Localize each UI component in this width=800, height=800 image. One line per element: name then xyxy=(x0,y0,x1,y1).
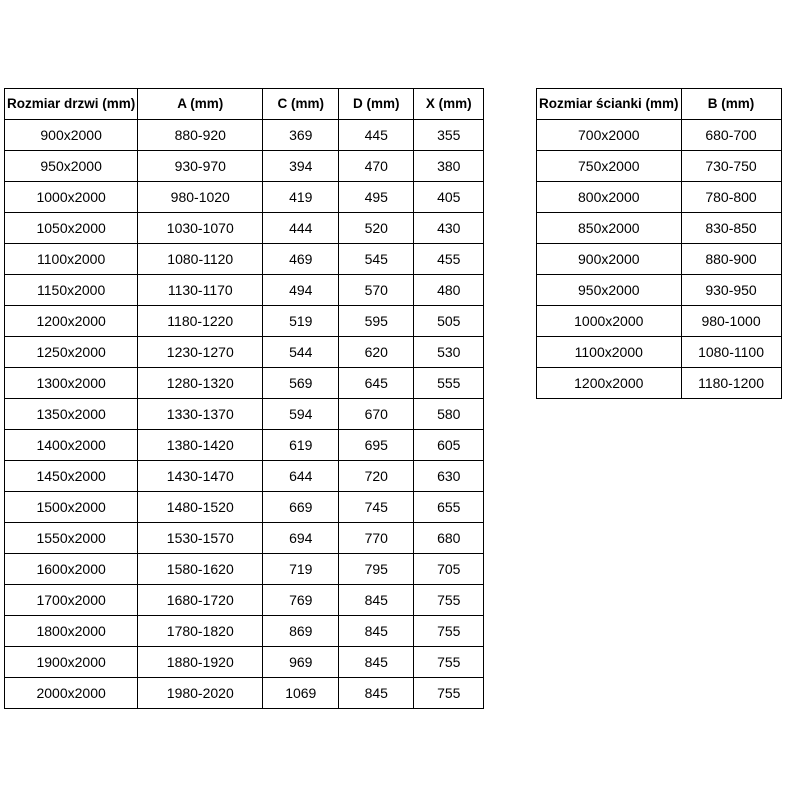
table-cell: 545 xyxy=(339,244,414,275)
table-cell: 1880-1920 xyxy=(138,647,263,678)
door-table-row xyxy=(5,151,484,182)
table-cell: 1700x2000 xyxy=(5,585,138,616)
table-cell: 569 xyxy=(263,368,339,399)
table-cell: 1480-1520 xyxy=(138,492,263,523)
table-cell: 369 xyxy=(263,120,339,151)
table-cell: 1300x2000 xyxy=(5,368,138,399)
table-cell: 969 xyxy=(263,647,339,678)
wall-col-header-size: Rozmiar ścianki (mm) xyxy=(537,89,682,120)
wall-table-row xyxy=(537,368,782,399)
table-cell: 930-970 xyxy=(138,151,263,182)
door-table-row xyxy=(5,647,484,678)
table-cell: 1050x2000 xyxy=(5,213,138,244)
table-cell: 430 xyxy=(414,213,484,244)
table-cell: 1130-1170 xyxy=(138,275,263,306)
table-cell: 1330-1370 xyxy=(138,399,263,430)
table-cell: 544 xyxy=(263,337,339,368)
door-col-header-x: X (mm) xyxy=(414,89,484,120)
table-cell: 394 xyxy=(263,151,339,182)
table-cell: 594 xyxy=(263,399,339,430)
table-cell: 519 xyxy=(263,306,339,337)
door-table-body xyxy=(5,120,484,709)
door-table-row xyxy=(5,399,484,430)
table-cell: 980-1020 xyxy=(138,182,263,213)
table-cell: 2000x2000 xyxy=(5,678,138,709)
table-cell: 619 xyxy=(263,430,339,461)
wall-col-header-b: B (mm) xyxy=(681,89,781,120)
table-cell: 495 xyxy=(339,182,414,213)
door-table-row xyxy=(5,430,484,461)
table-cell: 950x2000 xyxy=(5,151,138,182)
door-col-header-d: D (mm) xyxy=(339,89,414,120)
table-cell: 695 xyxy=(339,430,414,461)
table-cell: 570 xyxy=(339,275,414,306)
table-cell: 719 xyxy=(263,554,339,585)
door-table-row xyxy=(5,523,484,554)
table-cell: 950x2000 xyxy=(537,275,682,306)
table-cell: 845 xyxy=(339,585,414,616)
table-cell: 505 xyxy=(414,306,484,337)
door-table-row xyxy=(5,337,484,368)
table-cell: 1530-1570 xyxy=(138,523,263,554)
table-cell: 1900x2000 xyxy=(5,647,138,678)
table-cell: 444 xyxy=(263,213,339,244)
table-cell: 750x2000 xyxy=(537,151,682,182)
table-cell: 730-750 xyxy=(681,151,781,182)
table-cell: 655 xyxy=(414,492,484,523)
table-cell: 620 xyxy=(339,337,414,368)
table-cell: 1150x2000 xyxy=(5,275,138,306)
table-cell: 445 xyxy=(339,120,414,151)
table-cell: 869 xyxy=(263,616,339,647)
wall-table-row xyxy=(537,120,782,151)
table-cell: 795 xyxy=(339,554,414,585)
table-cell: 1380-1420 xyxy=(138,430,263,461)
door-table-row xyxy=(5,492,484,523)
table-cell: 1350x2000 xyxy=(5,399,138,430)
table-cell: 595 xyxy=(339,306,414,337)
table-cell: 1280-1320 xyxy=(138,368,263,399)
door-col-header-a: A (mm) xyxy=(138,89,263,120)
table-cell: 670 xyxy=(339,399,414,430)
table-cell: 455 xyxy=(414,244,484,275)
table-cell: 419 xyxy=(263,182,339,213)
table-cell: 720 xyxy=(339,461,414,492)
table-cell: 745 xyxy=(339,492,414,523)
table-cell: 1980-2020 xyxy=(138,678,263,709)
table-cell: 1100x2000 xyxy=(537,337,682,368)
table-cell: 1800x2000 xyxy=(5,616,138,647)
table-cell: 680 xyxy=(414,523,484,554)
table-cell: 1780-1820 xyxy=(138,616,263,647)
table-cell: 770 xyxy=(339,523,414,554)
table-cell: 1600x2000 xyxy=(5,554,138,585)
table-cell: 1080-1120 xyxy=(138,244,263,275)
wall-table-row xyxy=(537,337,782,368)
wall-table-body xyxy=(537,120,782,399)
table-cell: 880-920 xyxy=(138,120,263,151)
wall-table-row xyxy=(537,275,782,306)
table-cell: 700x2000 xyxy=(537,120,682,151)
door-table-row xyxy=(5,182,484,213)
table-cell: 800x2000 xyxy=(537,182,682,213)
table-cell: 580 xyxy=(414,399,484,430)
table-cell: 845 xyxy=(339,678,414,709)
table-cell: 644 xyxy=(263,461,339,492)
table-cell: 1200x2000 xyxy=(5,306,138,337)
wall-table-header-row xyxy=(537,89,782,120)
table-cell: 380 xyxy=(414,151,484,182)
table-cell: 980-1000 xyxy=(681,306,781,337)
door-table-row xyxy=(5,554,484,585)
door-col-header-c: C (mm) xyxy=(263,89,339,120)
table-cell: 755 xyxy=(414,678,484,709)
table-cell: 1180-1220 xyxy=(138,306,263,337)
table-cell: 470 xyxy=(339,151,414,182)
table-cell: 694 xyxy=(263,523,339,554)
door-size-table xyxy=(4,88,484,709)
wall-table-row xyxy=(537,182,782,213)
table-cell: 1250x2000 xyxy=(5,337,138,368)
door-table-row xyxy=(5,213,484,244)
door-table-row xyxy=(5,275,484,306)
door-table-row xyxy=(5,244,484,275)
table-cell: 1580-1620 xyxy=(138,554,263,585)
door-table-row xyxy=(5,678,484,709)
door-table-row xyxy=(5,306,484,337)
table-cell: 780-800 xyxy=(681,182,781,213)
table-cell: 480 xyxy=(414,275,484,306)
table-cell: 850x2000 xyxy=(537,213,682,244)
table-cell: 1000x2000 xyxy=(537,306,682,337)
door-table-header-row xyxy=(5,89,484,120)
table-cell: 880-900 xyxy=(681,244,781,275)
table-cell: 530 xyxy=(414,337,484,368)
table-cell: 520 xyxy=(339,213,414,244)
table-cell: 1100x2000 xyxy=(5,244,138,275)
table-cell: 845 xyxy=(339,647,414,678)
wall-table-row xyxy=(537,306,782,337)
table-cell: 1500x2000 xyxy=(5,492,138,523)
table-cell: 1680-1720 xyxy=(138,585,263,616)
door-table-row xyxy=(5,616,484,647)
door-col-header-size: Rozmiar drzwi (mm) xyxy=(5,89,138,120)
table-cell: 755 xyxy=(414,616,484,647)
table-cell: 1080-1100 xyxy=(681,337,781,368)
table-cell: 669 xyxy=(263,492,339,523)
table-cell: 755 xyxy=(414,647,484,678)
table-cell: 494 xyxy=(263,275,339,306)
table-cell: 1430-1470 xyxy=(138,461,263,492)
table-cell: 900x2000 xyxy=(5,120,138,151)
wall-table-row xyxy=(537,244,782,275)
table-cell: 1069 xyxy=(263,678,339,709)
table-cell: 755 xyxy=(414,585,484,616)
table-cell: 830-850 xyxy=(681,213,781,244)
table-cell: 1000x2000 xyxy=(5,182,138,213)
table-cell: 355 xyxy=(414,120,484,151)
table-cell: 1230-1270 xyxy=(138,337,263,368)
table-cell: 1400x2000 xyxy=(5,430,138,461)
table-cell: 930-950 xyxy=(681,275,781,306)
table-cell: 769 xyxy=(263,585,339,616)
table-cell: 845 xyxy=(339,616,414,647)
table-cell: 469 xyxy=(263,244,339,275)
table-cell: 405 xyxy=(414,182,484,213)
table-cell: 1030-1070 xyxy=(138,213,263,244)
table-cell: 1200x2000 xyxy=(537,368,682,399)
wall-table-row xyxy=(537,213,782,244)
table-cell: 1180-1200 xyxy=(681,368,781,399)
door-table-row xyxy=(5,120,484,151)
table-cell: 630 xyxy=(414,461,484,492)
table-cell: 680-700 xyxy=(681,120,781,151)
table-cell: 900x2000 xyxy=(537,244,682,275)
door-table-row xyxy=(5,585,484,616)
door-table-row xyxy=(5,368,484,399)
table-cell: 605 xyxy=(414,430,484,461)
table-cell: 705 xyxy=(414,554,484,585)
wall-size-table xyxy=(536,88,782,399)
table-cell: 645 xyxy=(339,368,414,399)
wall-table-row xyxy=(537,151,782,182)
table-cell: 1450x2000 xyxy=(5,461,138,492)
table-cell: 555 xyxy=(414,368,484,399)
table-cell: 1550x2000 xyxy=(5,523,138,554)
door-table-row xyxy=(5,461,484,492)
